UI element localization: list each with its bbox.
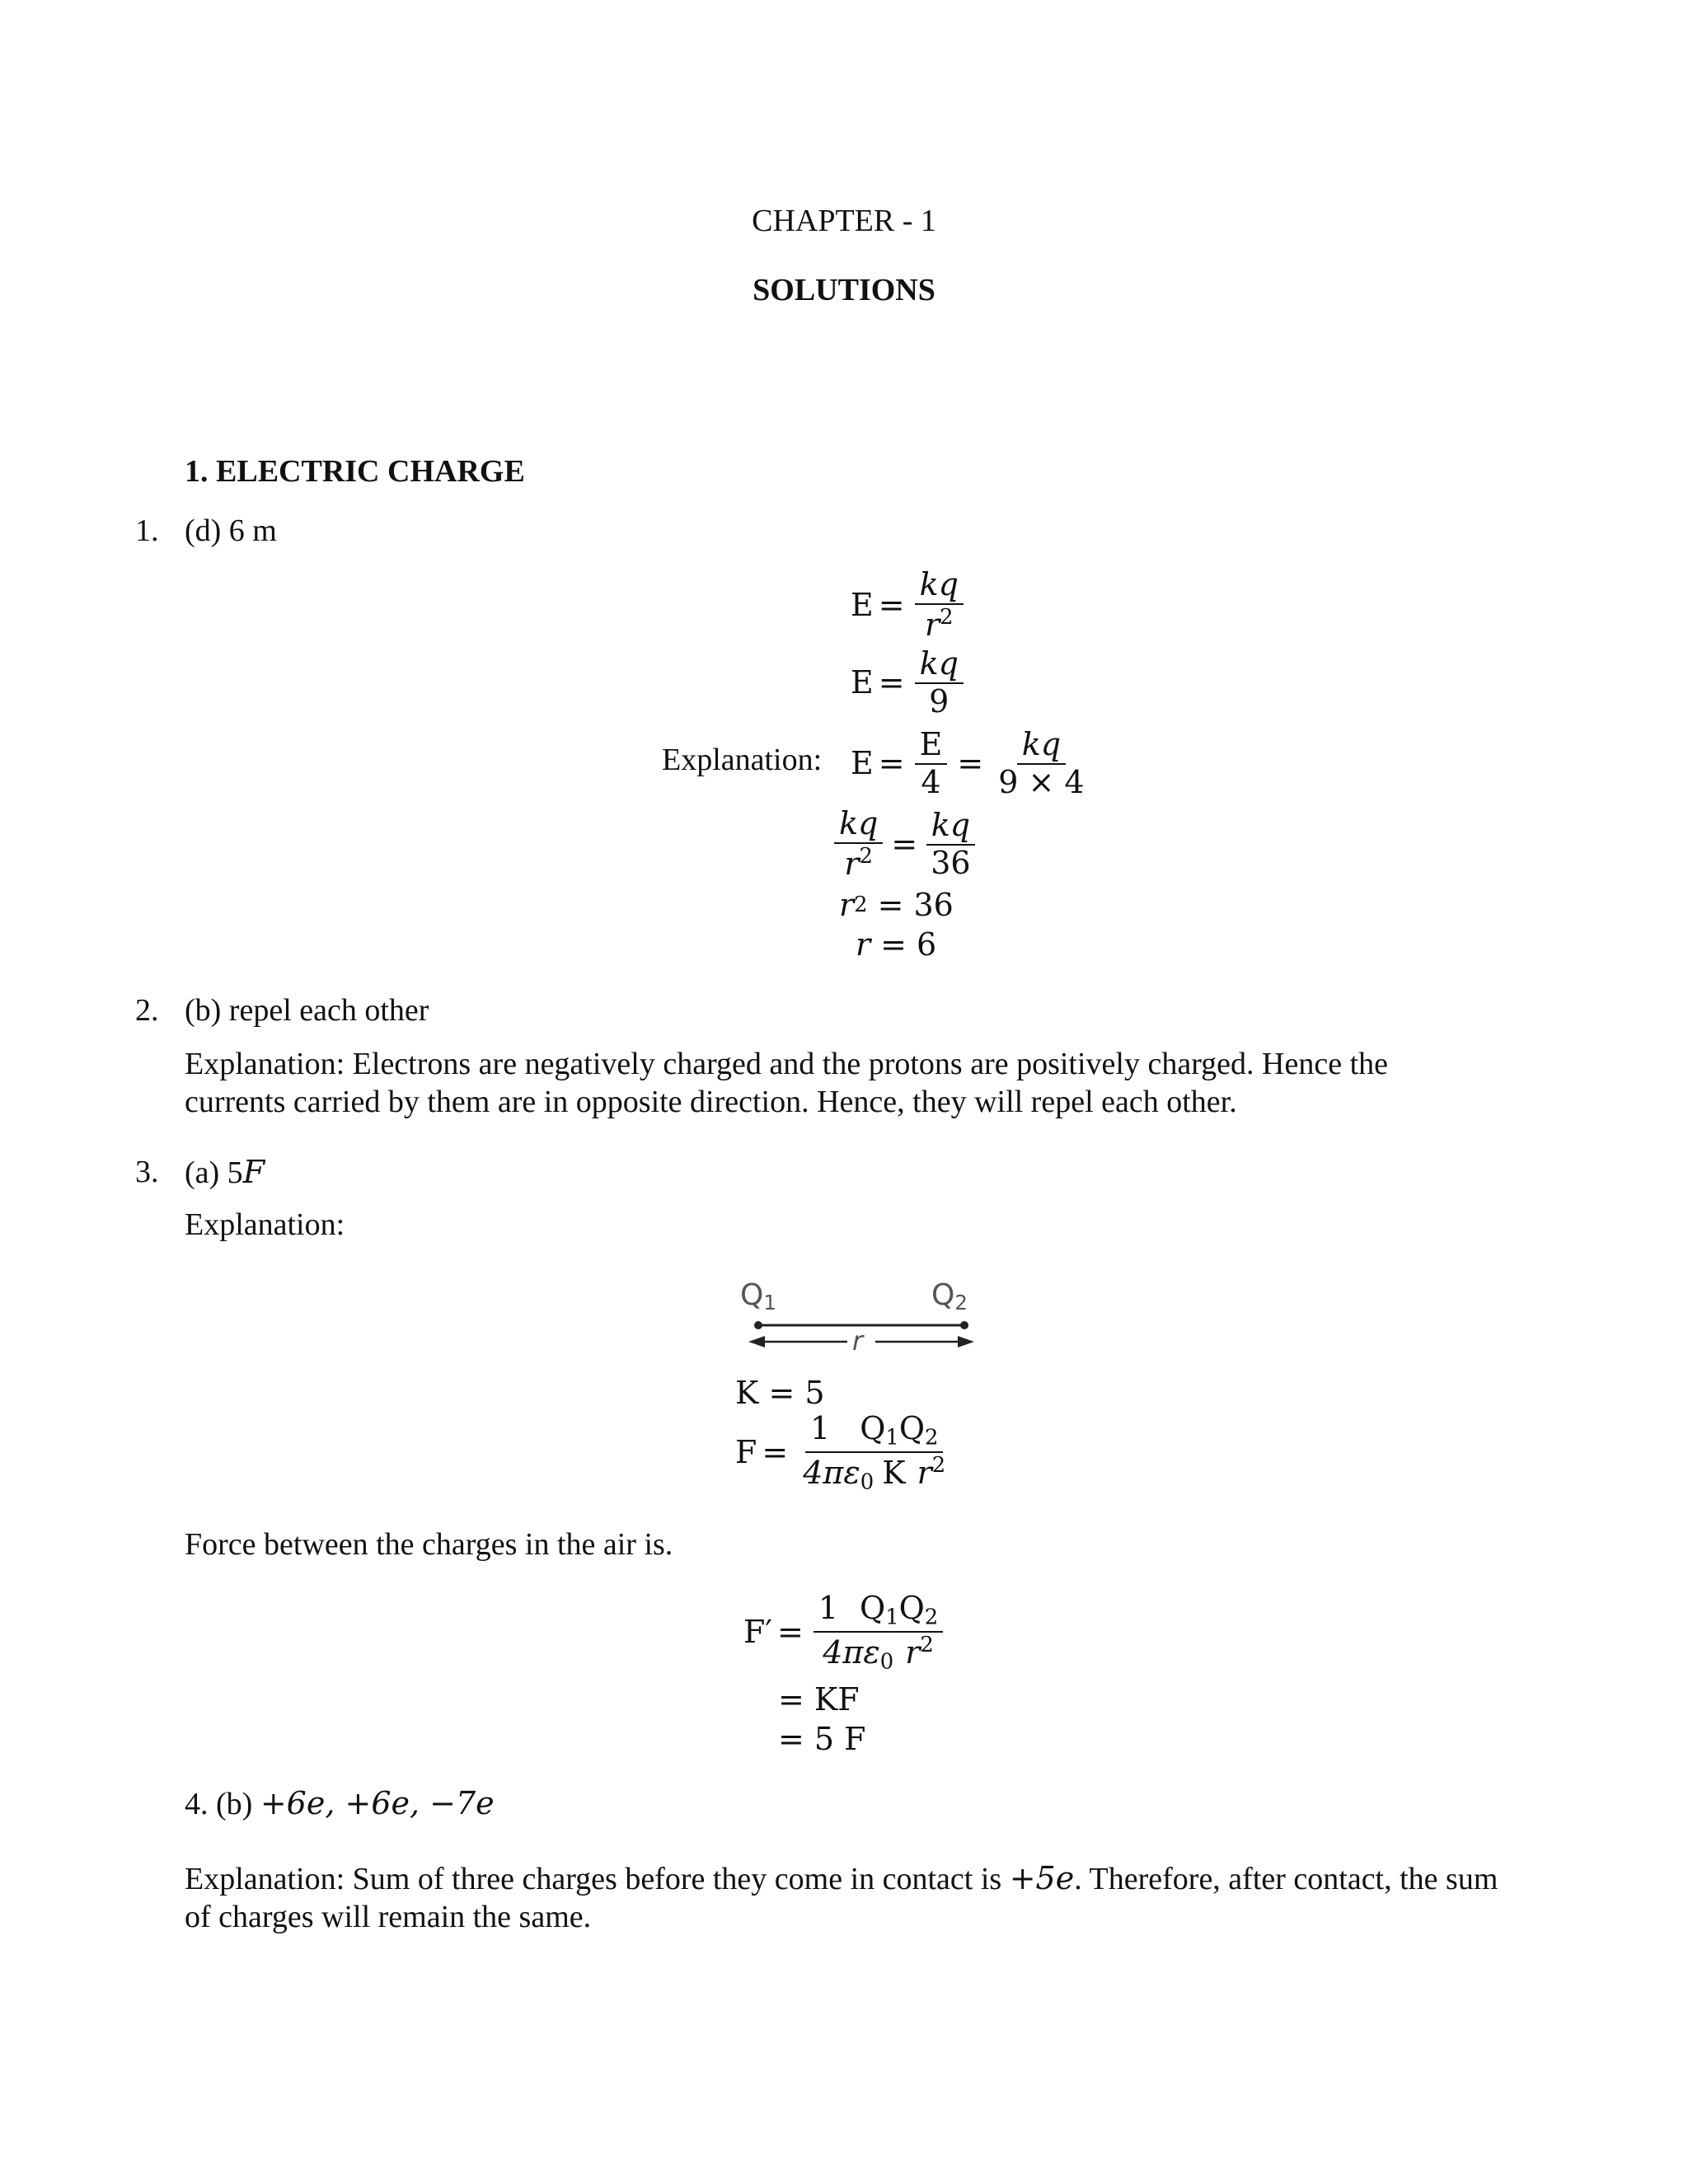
symbol: 0: [879, 1649, 894, 1675]
symbol: 1: [810, 1410, 831, 1446]
equation-line: [829, 805, 981, 883]
value: 6: [917, 926, 937, 963]
symbol: =: [957, 745, 984, 782]
denominator: [798, 1453, 950, 1494]
symbol: 2: [924, 1425, 939, 1451]
symbol: =: [762, 1434, 789, 1471]
symbol: r: [905, 1633, 921, 1671]
symbol: ε: [863, 1633, 880, 1671]
symbol: =: [878, 745, 905, 782]
explanation-paragraph: [185, 1859, 1503, 1936]
symbol: 0: [860, 1469, 874, 1495]
chapter-heading: CHAPTER - 1: [752, 204, 936, 238]
symbol: =: [891, 826, 918, 863]
equation-line: [735, 1410, 955, 1495]
answer-prefix: 4. (b): [185, 1787, 260, 1821]
symbol: 1: [885, 1605, 899, 1630]
equation-line: = KF: [778, 1681, 860, 1718]
symbol: ε: [843, 1454, 860, 1491]
fraction: [915, 566, 964, 644]
symbol: =: [777, 1614, 804, 1651]
numerator: kq: [926, 809, 975, 846]
symbol: r: [839, 887, 855, 923]
symbol: r: [856, 926, 871, 963]
denominator: 36: [931, 844, 971, 881]
numerator: [814, 1592, 943, 1633]
symbol: Q: [898, 1410, 925, 1446]
equation-line: = 5 F: [778, 1721, 866, 1757]
equation-line: K = 5: [735, 1375, 825, 1411]
explanation-label: Explanation:: [185, 1207, 345, 1242]
explanation-prefix: Explanation: Sum of three charges before they come in contact is: [185, 1862, 1010, 1896]
charge-label-q2: [931, 1277, 968, 1315]
symbol: 2: [920, 1632, 934, 1657]
fraction: [915, 726, 948, 800]
symbol: E: [851, 587, 874, 624]
symbol: 1: [763, 1291, 776, 1315]
symbol: Q: [740, 1278, 764, 1312]
symbol: 4π: [803, 1454, 844, 1491]
symbol: 2: [859, 843, 873, 869]
answer-text: [185, 1154, 265, 1193]
symbol: Q: [898, 1590, 925, 1626]
denominator: 9: [929, 682, 950, 719]
symbol: r: [924, 607, 940, 644]
equation-line: [851, 566, 968, 644]
symbol: 1: [885, 1425, 899, 1451]
symbol: F: [242, 1154, 265, 1190]
denominator: [818, 1633, 939, 1674]
answer-text: (b) repel each other: [185, 993, 429, 1028]
numerator: [805, 1410, 943, 1453]
value: 36: [913, 887, 954, 923]
fraction: [814, 1592, 943, 1673]
denominator: 4: [921, 763, 941, 800]
symbol: 1: [818, 1590, 839, 1626]
denominator: 9 × 4: [998, 763, 1085, 800]
answer-math: +6e, +6e, −7e: [260, 1785, 495, 1821]
numerator: E: [915, 729, 948, 765]
distance-label: r: [852, 1325, 864, 1357]
numerator: kq: [834, 808, 883, 844]
symbol: E: [851, 664, 874, 701]
fraction: [993, 726, 1089, 800]
symbol: =: [877, 887, 904, 923]
numerator: kq: [1017, 729, 1066, 765]
question-number: 3.: [135, 1155, 159, 1189]
symbol: 2: [954, 1291, 968, 1315]
symbol: 4π: [823, 1633, 864, 1671]
answer-text: (d) 6 m: [185, 513, 277, 548]
fraction: [834, 805, 883, 883]
symbol: Q: [931, 1278, 955, 1312]
charge-label-q1: [740, 1277, 776, 1315]
explanation-math: +5e: [1009, 1860, 1075, 1896]
force-air-text: Force between the charges in the air is.: [185, 1527, 673, 1562]
section-heading: 1. ELECTRIC CHARGE: [185, 454, 525, 489]
fraction: [798, 1410, 950, 1495]
arrow-head-icon: [958, 1336, 974, 1347]
symbol: =: [878, 587, 905, 624]
symbol: =: [880, 926, 907, 963]
symbol: 2: [924, 1605, 939, 1630]
equation-line: [851, 726, 1095, 800]
explanation-suffix: . Therefore, after contact, the sum of charges will remain the same.: [185, 1862, 1498, 1934]
numerator: kq: [915, 648, 964, 684]
answer-text: [185, 1785, 495, 1824]
symbol: E: [851, 745, 874, 782]
symbol: F: [735, 1434, 757, 1471]
symbol: 2: [931, 1452, 946, 1478]
symbol: Q: [860, 1590, 886, 1626]
explanation-paragraph: Explanation: Electrons are negatively charged and the protons are positively charged. Hence the currents carried by them are in opposite direction. Hence, they will repel each other.: [185, 1047, 1388, 1119]
equation-line: [851, 645, 968, 719]
symbol: r: [844, 846, 860, 883]
arrow-head-icon: [748, 1336, 765, 1347]
charge-point-q1: [754, 1321, 762, 1329]
equation-line: [839, 887, 954, 925]
symbol: r: [917, 1454, 932, 1491]
equation-line: [856, 926, 936, 964]
explanation-label: Explanation:: [662, 743, 823, 777]
charge-point-q2: [960, 1321, 968, 1329]
answer-prefix: (a) 5: [185, 1155, 243, 1190]
symbol: Q: [860, 1410, 886, 1446]
question-number: 1.: [135, 513, 159, 548]
question-number: 2.: [135, 993, 159, 1028]
equation-line: [743, 1592, 948, 1673]
fraction: [915, 645, 964, 719]
fraction: [926, 809, 975, 880]
symbol: 2: [940, 604, 954, 630]
numerator: kq: [915, 569, 964, 605]
symbol: K: [882, 1454, 906, 1491]
symbol: =: [878, 664, 905, 701]
symbol: F′: [743, 1614, 772, 1651]
symbol: 2: [854, 893, 868, 918]
page-title: SOLUTIONS: [753, 273, 935, 307]
